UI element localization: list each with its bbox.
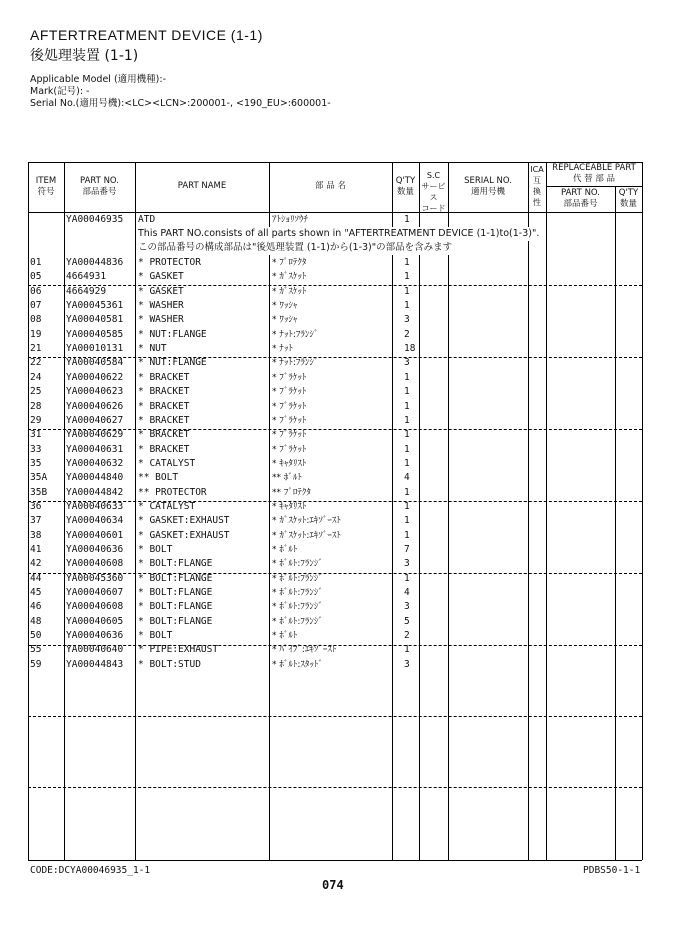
row-item: 01 (30, 257, 42, 268)
row-qty: 3 (404, 558, 410, 570)
row-part-name-jp: * ﾎﾞﾙﾄ (272, 631, 298, 642)
row-part-no: 4664931 (66, 271, 107, 283)
row-item: 36 (30, 500, 42, 512)
row-part-name-jp: * ﾌﾞﾗｹｯﾄ (272, 372, 307, 383)
row-part-name: * BOLT:FLANGE (138, 615, 213, 627)
row-part-name: * BRACKET (138, 429, 190, 441)
applicable-model: Applicable Model (適用機種):- (30, 74, 167, 85)
row-part-name-jp: ** ﾌﾟﾛﾃｸﾀ (272, 487, 311, 498)
row-part-name-jp: * ﾎﾞﾙﾄ:ﾌﾗﾝｼﾞ (272, 573, 323, 584)
row-item: 05 (30, 271, 42, 283)
column-divider (528, 162, 529, 860)
top-qty: 1 (404, 214, 410, 225)
header-sc: S.C サービス コード (421, 171, 446, 213)
row-part-no: YA00040627 (66, 414, 124, 426)
table-border-right (642, 162, 643, 860)
row-part-no: YA00044843 (66, 658, 124, 670)
row-part-name: * PROTECTOR (138, 257, 201, 268)
row-part-name-jp: * ｶﾞｽｹｯﾄ:ｴｷｿﾞｰｽﾄ (272, 530, 341, 541)
column-divider (269, 162, 270, 860)
footer-code: CODE:DCYA00046935_1-1 (30, 865, 151, 876)
header-part-name: PART NAME (177, 181, 227, 191)
row-part-name: * BOLT:FLANGE (138, 572, 213, 584)
row-part-name: * GASKET:EXHAUST (138, 529, 230, 541)
row-qty: 7 (404, 544, 410, 555)
row-part-no: YA00040584 (66, 357, 124, 369)
row-part-no: YA00040629 (66, 429, 124, 441)
row-part-name-jp: * ﾎﾞﾙﾄ (272, 545, 298, 555)
row-part-name-jp: ** ﾎﾞﾙﾄ (272, 473, 302, 484)
row-part-no: YA00010131 (66, 343, 124, 355)
row-part-name-jp: * ﾎﾞﾙﾄ:ﾌﾗﾝｼﾞ (272, 588, 323, 599)
row-part-name: * BRACKET (138, 414, 190, 426)
header-part-name-jp: 部 品 名 (315, 181, 346, 191)
row-qty: 18 (404, 343, 416, 355)
row-qty: 1 (404, 572, 410, 584)
row-item: 06 (30, 285, 42, 297)
row-part-name-jp: * ﾎﾞﾙﾄ:ﾌﾗﾝｼﾞ (272, 602, 323, 613)
row-item: 46 (30, 601, 42, 613)
row-item: 59 (30, 658, 42, 670)
row-part-name: * BRACKET (138, 371, 190, 383)
column-divider (615, 186, 616, 860)
replaceable-sub-rule (546, 186, 642, 187)
row-part-no: YA00045360 (66, 572, 124, 584)
row-part-name: * WASHER (138, 314, 184, 326)
row-part-name: * NUT:FLANGE (138, 357, 207, 369)
footer-ref: PDBS50-1-1 (583, 865, 641, 876)
row-qty: 1 (404, 429, 410, 441)
row-item: 25 (30, 386, 42, 398)
row-part-name: * NUT (138, 343, 167, 355)
row-qty: 1 (404, 400, 410, 412)
page-title-jp: 後処理装置 (1-1) (30, 48, 139, 64)
row-part-no: YA00040608 (66, 558, 124, 570)
row-qty: 1 (404, 300, 410, 312)
row-qty: 4 (404, 587, 410, 599)
row-part-name-jp: * ｶﾞｽｹｯﾄ (272, 286, 307, 297)
row-part-no: YA00040623 (66, 386, 124, 398)
row-part-name: * BOLT:FLANGE (138, 587, 213, 599)
row-part-no: YA00040622 (66, 371, 124, 383)
header-serial: SERIAL NO. 適用号機 (464, 176, 512, 197)
row-part-name: ** BOLT (138, 472, 179, 484)
row-item: 42 (30, 558, 42, 570)
row-part-no: YA00040631 (66, 443, 124, 455)
row-item: 45 (30, 587, 42, 599)
row-item: 29 (30, 414, 42, 426)
row-part-name-jp: * ﾌﾞﾗｹｯﾄ (272, 387, 307, 398)
column-divider (546, 162, 547, 860)
row-qty: 1 (404, 500, 410, 512)
row-part-name-jp: * ﾌﾞﾗｹｯﾄ (272, 415, 307, 426)
row-item: 44 (30, 572, 42, 584)
row-qty: 1 (404, 371, 410, 383)
table-bottom-rule (28, 860, 642, 861)
row-part-no: YA00040581 (66, 314, 124, 326)
row-qty: 5 (404, 615, 410, 627)
row-part-name: * BRACKET (138, 400, 190, 412)
row-part-name: * CATALYST (138, 457, 196, 469)
row-item: 35 (30, 457, 42, 469)
row-qty: 4 (404, 472, 410, 484)
row-item: 33 (30, 443, 42, 455)
row-item: 24 (30, 371, 42, 383)
header-part-no: PART NO. 部品番号 (80, 176, 119, 197)
column-divider (419, 162, 420, 860)
row-item: 28 (30, 400, 42, 412)
row-qty: 1 (404, 443, 410, 455)
row-qty: 1 (404, 285, 410, 297)
column-divider (135, 162, 136, 860)
row-item: 21 (30, 343, 42, 355)
row-part-no: YA00040605 (66, 615, 124, 627)
row-part-no: YA00044840 (66, 472, 124, 484)
row-item: 55 (30, 644, 42, 656)
row-part-name-jp: * ﾎﾞﾙﾄ:ﾌﾗﾝｼﾞ (272, 559, 323, 570)
page-title: AFTERTREATMENT DEVICE (1-1) (30, 27, 263, 43)
row-part-name: * PIPE:EXHAUST (138, 644, 219, 656)
row-qty: 1 (404, 414, 410, 426)
row-qty: 1 (404, 457, 410, 469)
row-part-name-jp: * ｷｬﾀﾘｽﾄ (272, 458, 307, 469)
group-separator (28, 787, 642, 788)
row-qty: 1 (404, 486, 410, 498)
row-part-name-jp: * ﾜｯｼｬ (272, 315, 298, 326)
row-item: 19 (30, 328, 42, 340)
row-qty: 3 (404, 658, 410, 670)
row-part-name: * GASKET:EXHAUST (138, 515, 230, 527)
row-part-no: YA00044836 (66, 257, 124, 268)
group-separator (28, 716, 642, 717)
row-part-no: YA00040634 (66, 515, 124, 527)
row-part-no: YA00040633 (66, 500, 124, 512)
row-item: 22 (30, 357, 42, 369)
row-item: 35B (30, 486, 48, 498)
column-divider (64, 162, 65, 860)
row-part-name: * NUT:FLANGE (138, 328, 207, 340)
top-part-name: ATD (138, 214, 156, 225)
parts-table (28, 162, 642, 860)
row-part-name-jp: * ﾅｯﾄ:ﾌﾗﾝｼﾞ (272, 358, 319, 369)
row-item: 38 (30, 529, 42, 541)
row-qty: 1 (404, 529, 410, 541)
row-part-name: * BOLT:FLANGE (138, 558, 213, 570)
row-part-name-jp: * ﾌﾟﾛﾃｸﾀ (272, 258, 307, 268)
row-part-name: ** PROTECTOR (138, 486, 207, 498)
row-part-name: * BOLT:STUD (138, 658, 201, 670)
row-item: 31 (30, 429, 42, 441)
row-part-name: * GASKET (138, 285, 184, 297)
row-part-name-jp: * ﾎﾞﾙﾄ:ﾌﾗﾝｼﾞ (272, 616, 323, 627)
serial-info: Serial No.(適用号機):<LC><LCN>:200001-, <190_EU>:600001- (30, 98, 331, 109)
row-part-name: * WASHER (138, 300, 184, 312)
row-qty: 1 (404, 386, 410, 398)
note-en: This PART NO.consists of all parts shown in "AFTERTREATMENT DEVICE (1-1)to(1-3)". (138, 228, 540, 239)
row-part-name-jp: * ﾅｯﾄ (272, 344, 293, 355)
row-item: 48 (30, 615, 42, 627)
header-replaceable: REPLACEABLE PART 代 替 部 品 (552, 163, 636, 184)
row-part-name-jp: * ﾅｯﾄ:ﾌﾗﾝｼﾞ (272, 329, 319, 340)
top-part-no: YA00046935 (66, 214, 124, 225)
row-part-name-jp: * ﾌﾞﾗｹｯﾄ (272, 444, 307, 455)
column-divider (392, 162, 393, 860)
mark: Mark(記号): - (30, 86, 90, 97)
row-item: 41 (30, 544, 42, 555)
row-part-name: * BOLT:FLANGE (138, 601, 213, 613)
column-divider (448, 162, 449, 860)
row-part-name: * BRACKET (138, 386, 190, 398)
page-number: 074 (322, 878, 344, 892)
row-qty: 1 (404, 644, 410, 656)
row-item: 07 (30, 300, 42, 312)
header-qty: Q'TY 数量 (395, 176, 416, 197)
row-part-no: YA00040626 (66, 400, 124, 412)
row-qty: 1 (404, 515, 410, 527)
row-item: 37 (30, 515, 42, 527)
row-qty: 3 (404, 314, 410, 326)
row-part-name-jp: * ﾌﾞﾗｹｯﾄ (272, 401, 307, 412)
row-part-name: * BOLT (138, 630, 173, 642)
row-part-no: YA00045361 (66, 300, 124, 312)
row-part-no: YA00040632 (66, 457, 124, 469)
row-part-no: YA00040585 (66, 328, 124, 340)
header-ica: ICA 互 換 性 (530, 165, 544, 207)
row-qty: 1 (404, 257, 410, 268)
note-jp: この部品番号の構成部品は"後処理装置 (1-1)から(1-3)"の部品を含みます (138, 242, 453, 253)
row-item: 50 (30, 630, 42, 642)
header-item: ITEM 符号 (35, 176, 57, 197)
row-part-no: YA00040640 (66, 644, 124, 656)
row-qty: 2 (404, 328, 410, 340)
row-qty: 3 (404, 601, 410, 613)
row-part-name-jp: * ｶﾞｽｹｯﾄ (272, 272, 307, 283)
row-part-no: YA00040608 (66, 601, 124, 613)
group-separator (28, 285, 642, 286)
row-part-name-jp: * ﾜｯｼｬ (272, 301, 298, 312)
row-part-name: * CATALYST (138, 500, 196, 512)
row-part-name: * BOLT (138, 544, 173, 555)
row-item: 35A (30, 472, 48, 484)
row-item: 08 (30, 314, 42, 326)
row-part-name-jp: * ｶﾞｽｹｯﾄ:ｴｷｿﾞｰｽﾄ (272, 516, 341, 527)
row-qty: 2 (404, 630, 410, 642)
header-rep-qty: Q'TY 数量 (618, 188, 639, 209)
row-part-no: YA00040636 (66, 544, 124, 555)
row-part-name-jp: * ｷｬﾀﾘｽﾄ (272, 501, 307, 512)
row-qty: 1 (404, 271, 410, 283)
row-part-no: YA00040601 (66, 529, 124, 541)
row-part-no: YA00040636 (66, 630, 124, 642)
row-part-no: 4664929 (66, 285, 107, 297)
table-border-left (28, 162, 29, 860)
row-qty: 3 (404, 357, 410, 369)
top-part-name-jp: ｱﾄｼｮﾘｿｳﾁ (272, 215, 309, 225)
header-rep-part-no: PART NO. 部品番号 (561, 188, 600, 209)
row-part-no: YA00044842 (66, 486, 124, 498)
row-part-name: * BRACKET (138, 443, 190, 455)
row-part-name-jp: * ﾊﾟｲﾌﾟ:ｴｷｿﾞｰｽﾄ (272, 645, 337, 656)
row-part-name: * GASKET (138, 271, 184, 283)
row-part-name-jp: * ﾌﾞﾗｹｯﾄ (272, 430, 307, 441)
row-part-name-jp: * ﾎﾞﾙﾄ:ｽﾀｯﾄﾞ (272, 659, 323, 670)
row-part-no: YA00040607 (66, 587, 124, 599)
